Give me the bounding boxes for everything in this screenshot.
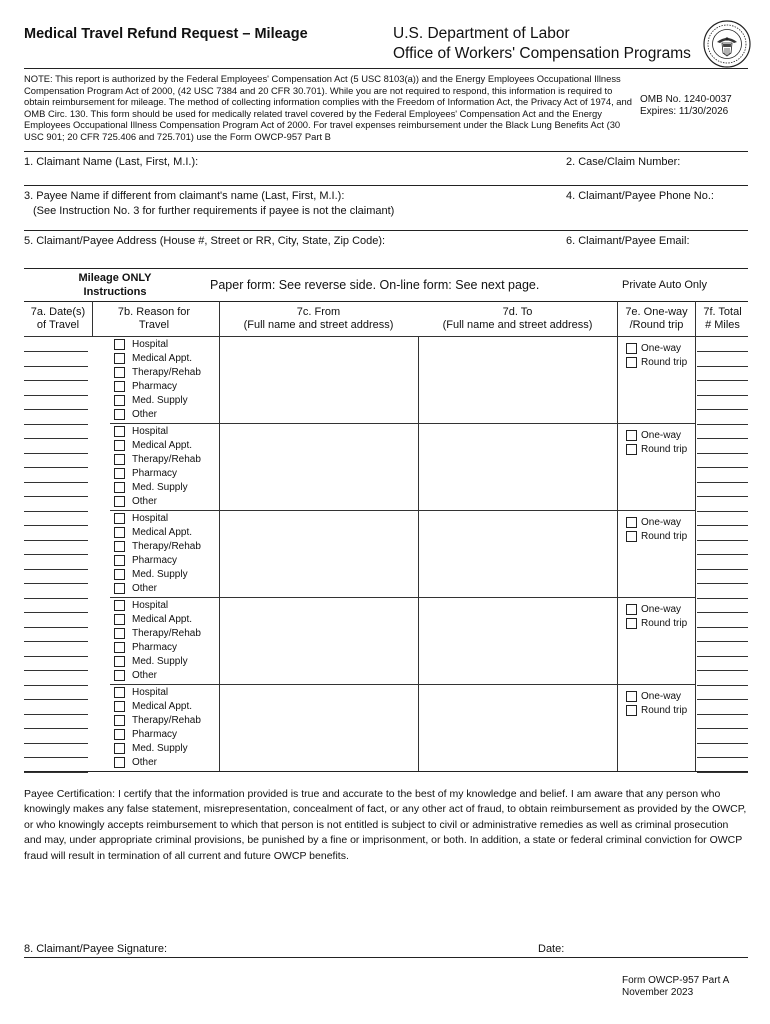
reason-checkbox[interactable]: [114, 395, 125, 406]
to-address-input[interactable]: [419, 337, 616, 422]
column-header-from-line-1: 7c. From: [296, 306, 341, 318]
reason-option[interactable]: [114, 481, 201, 495]
reason-checklist: [114, 425, 201, 508]
reason-label: Other: [132, 582, 158, 594]
travel-date-line[interactable]: [24, 525, 88, 526]
reason-option[interactable]: [114, 568, 201, 582]
reason-checkbox[interactable]: [114, 701, 125, 712]
total-miles-line[interactable]: [697, 453, 748, 454]
reason-label: Therapy/Rehab: [132, 541, 201, 553]
reason-checkbox[interactable]: [114, 729, 125, 740]
total-miles-line[interactable]: [697, 598, 748, 599]
total-miles-line[interactable]: [697, 699, 748, 700]
travel-date-line[interactable]: [24, 743, 88, 744]
reason-label: Med. Supply: [132, 395, 188, 406]
reason-label: Hospital: [132, 513, 169, 525]
reason-option[interactable]: [114, 613, 201, 627]
from-address-input[interactable]: [220, 424, 417, 509]
travel-date-line[interactable]: [24, 583, 88, 584]
reason-option[interactable]: [114, 407, 201, 421]
mileage-instructions-line-2: Instructions: [83, 286, 147, 298]
from-address-input[interactable]: [220, 337, 417, 422]
column-header-date: [24, 306, 92, 332]
reason-checkbox[interactable]: [114, 454, 125, 465]
travel-date-line[interactable]: [24, 656, 88, 657]
reason-label: Med. Supply: [132, 743, 188, 754]
travel-date-line[interactable]: [24, 438, 88, 439]
reason-checkbox[interactable]: [114, 426, 125, 437]
reason-checkbox[interactable]: [114, 555, 125, 566]
address-field[interactable]: 5. Claimant/Payee Address (House #, Street or RR, City, State, Zip Code):: [24, 235, 386, 247]
total-miles-line[interactable]: [697, 685, 748, 686]
reason-checkbox[interactable]: [114, 614, 125, 625]
travel-date-line[interactable]: [24, 757, 88, 758]
signature-line: [24, 957, 748, 958]
reason-checkbox[interactable]: [114, 367, 125, 378]
from-address-input[interactable]: [220, 511, 417, 596]
travel-date-line[interactable]: [24, 670, 88, 671]
reason-label: Pharmacy: [132, 555, 178, 567]
trip-checkbox[interactable]: [626, 517, 637, 528]
reason-checkbox[interactable]: [114, 541, 125, 552]
to-address-input[interactable]: [419, 685, 616, 770]
divider: [24, 771, 748, 772]
grid-line: [617, 301, 618, 771]
trip-option[interactable]: [626, 602, 687, 616]
trip-option[interactable]: [626, 442, 687, 456]
omb-info: [640, 94, 732, 118]
reason-checkbox[interactable]: [114, 482, 125, 493]
reason-label: Other: [132, 669, 158, 681]
signature-field[interactable]: 8. Claimant/Payee Signature:: [24, 943, 168, 955]
total-miles-line[interactable]: [697, 772, 748, 773]
column-header-date-line-1: 7a. Date(s): [30, 306, 86, 318]
reason-checklist: [114, 338, 201, 421]
to-address-input[interactable]: [419, 424, 616, 509]
total-miles-line[interactable]: [697, 583, 748, 584]
reason-checkbox[interactable]: [114, 670, 125, 681]
reason-label: Hospital: [132, 339, 169, 351]
trip-checkbox[interactable]: [626, 618, 637, 629]
column-header-trip: [619, 306, 694, 332]
reason-label: Other: [132, 756, 158, 768]
reason-checkbox[interactable]: [114, 743, 125, 754]
reason-label: Medical Appt.: [132, 701, 193, 713]
trip-checkbox[interactable]: [626, 604, 637, 615]
reason-label: Medical Appt.: [132, 614, 193, 626]
reason-checkbox[interactable]: [114, 468, 125, 479]
agency-line-1: U.S. Department of Labor: [393, 25, 570, 42]
trip-checkbox[interactable]: [626, 444, 637, 455]
agency-line-2: Office of Workers' Compensation Programs: [393, 45, 691, 62]
reason-option[interactable]: [114, 581, 201, 595]
form-footer: [622, 975, 729, 999]
reason-label: Pharmacy: [132, 642, 178, 654]
paper-form-note: Paper form: See reverse side. On-line form: See next page.: [210, 278, 540, 292]
total-miles-line[interactable]: [697, 612, 748, 613]
reason-label: Medical Appt.: [132, 440, 193, 452]
travel-date-line[interactable]: [24, 699, 88, 700]
trip-option[interactable]: [626, 355, 687, 369]
column-header-miles: [697, 306, 748, 332]
divider: [24, 185, 748, 186]
column-header-miles-line-2: # Miles: [705, 319, 740, 331]
travel-date-line[interactable]: [24, 728, 88, 729]
reason-option[interactable]: [114, 655, 201, 669]
reason-option[interactable]: [114, 526, 201, 540]
reason-label: Therapy/Rehab: [132, 454, 201, 466]
trip-checkbox[interactable]: [626, 691, 637, 702]
form-title: Medical Travel Refund Request – Mileage: [24, 26, 308, 42]
trip-label: Round trip: [641, 704, 688, 716]
reason-option[interactable]: [114, 700, 201, 714]
reason-checklist: [114, 512, 201, 595]
reason-option[interactable]: [114, 742, 201, 756]
travel-date-line[interactable]: [24, 482, 88, 483]
total-miles-line[interactable]: [697, 395, 748, 396]
reason-label: Therapy/Rehab: [132, 715, 201, 727]
reason-checkbox[interactable]: [114, 642, 125, 653]
reason-option[interactable]: [114, 686, 201, 700]
case-number-field[interactable]: 2. Case/Claim Number:: [566, 156, 681, 168]
divider: [24, 68, 748, 69]
column-header-from-line-2: (Full name and street address): [243, 319, 394, 331]
total-miles-line[interactable]: [697, 366, 748, 367]
reason-option[interactable]: [114, 755, 201, 769]
total-miles-line[interactable]: [697, 511, 748, 512]
reason-checkbox[interactable]: [114, 569, 125, 580]
total-miles-line[interactable]: [697, 351, 748, 352]
trip-checkbox[interactable]: [626, 705, 637, 716]
travel-date-line[interactable]: [24, 612, 88, 613]
total-miles-line[interactable]: [697, 714, 748, 715]
reason-option[interactable]: [114, 338, 201, 352]
total-miles-line[interactable]: [697, 757, 748, 758]
travel-date-line[interactable]: [24, 714, 88, 715]
trip-option[interactable]: [626, 515, 687, 529]
travel-date-line[interactable]: [24, 641, 88, 642]
trip-label: Round trip: [641, 356, 688, 368]
column-header-date-line-2: of Travel: [36, 319, 80, 331]
total-miles-line[interactable]: [697, 424, 748, 425]
reason-checkbox[interactable]: [114, 353, 125, 364]
trip-label: One-way: [641, 516, 682, 528]
reason-label: Pharmacy: [132, 381, 178, 393]
trip-type-checklist: [626, 689, 687, 717]
total-miles-line[interactable]: [697, 438, 748, 439]
travel-date-line[interactable]: [24, 554, 88, 555]
payee-name-note: (See Instruction No. 3 for further requirements if payee is not the claimant): [33, 205, 395, 217]
reason-label: Therapy/Rehab: [132, 628, 201, 640]
column-header-from: [219, 306, 418, 332]
claimant-name-field[interactable]: 1. Claimant Name (Last, First, M.I.):: [24, 156, 199, 168]
reason-option[interactable]: [114, 599, 201, 613]
form-number: Form OWCP-957 Part A: [622, 975, 730, 986]
omb-number: OMB No. 1240-0037: [640, 94, 732, 105]
column-header-trip-line-1: 7e. One-way: [625, 306, 688, 318]
divider: [24, 230, 748, 231]
total-miles-line[interactable]: [697, 496, 748, 497]
reason-checklist: [114, 686, 201, 769]
column-header-reason-line-1: 7b. Reason for: [117, 306, 191, 318]
trip-option[interactable]: [626, 689, 687, 703]
reason-label: Other: [132, 495, 158, 507]
travel-date-line[interactable]: [24, 453, 88, 454]
total-miles-line[interactable]: [697, 627, 748, 628]
reason-label: Hospital: [132, 426, 169, 438]
reason-label: Pharmacy: [132, 729, 178, 741]
trip-checkbox[interactable]: [626, 531, 637, 542]
reason-checkbox[interactable]: [114, 527, 125, 538]
reason-option[interactable]: [114, 714, 201, 728]
travel-date-line[interactable]: [24, 395, 88, 396]
total-miles-line[interactable]: [697, 728, 748, 729]
column-header-to-line-2: (Full name and street address): [442, 319, 593, 331]
trip-label: Round trip: [641, 443, 688, 455]
travel-date-line[interactable]: [24, 772, 88, 773]
email-field[interactable]: 6. Claimant/Payee Email:: [566, 235, 690, 247]
travel-date-line[interactable]: [24, 627, 88, 628]
form-date: November 2023: [622, 987, 694, 998]
reason-option[interactable]: [114, 627, 201, 641]
to-address-input[interactable]: [419, 598, 616, 683]
private-auto-note: Private Auto Only: [622, 279, 707, 291]
travel-date-line[interactable]: [24, 380, 88, 381]
reason-label: Medical Appt.: [132, 353, 193, 365]
divider: [24, 151, 748, 152]
travel-date-line[interactable]: [24, 598, 88, 599]
reason-checkbox[interactable]: [114, 583, 125, 594]
travel-date-line[interactable]: [24, 685, 88, 686]
trip-option[interactable]: [626, 341, 687, 355]
travel-date-line[interactable]: [24, 409, 88, 410]
phone-field[interactable]: 4. Claimant/Payee Phone No.:: [566, 190, 714, 202]
column-header-to-line-1: 7d. To: [502, 306, 533, 318]
trip-checkbox[interactable]: [626, 343, 637, 354]
reason-checkbox[interactable]: [114, 513, 125, 524]
signature-date-field[interactable]: Date:: [538, 943, 565, 955]
reason-checkbox[interactable]: [114, 381, 125, 392]
reason-option[interactable]: [114, 467, 201, 481]
travel-date-line[interactable]: [24, 424, 88, 425]
to-address-input[interactable]: [419, 511, 616, 596]
total-miles-line[interactable]: [697, 380, 748, 381]
column-header-trip-line-2: /Round trip: [629, 319, 684, 331]
trip-option[interactable]: [626, 529, 687, 543]
reason-option[interactable]: [114, 728, 201, 742]
column-header-reason: [110, 306, 198, 332]
trip-type-checklist: [626, 428, 687, 456]
reason-label: Med. Supply: [132, 656, 188, 667]
privacy-notice: NOTE: This report is authorized by the Federal Employees' Compensation Act (5 USC 8103(a)) and the Energy Employees Occupational Illness Compensation Program Act of 2000, (42 USC 7384 and 20 CFR 30.701). While you are not required to respond, this information is required to obtain reimbursement for mileage. The method of collecting information complies with the Freedom of Information Act, the Privacy Act of 1974, and OMB Circ. 130. This form should be used for medically related travel covered by the Federal Employees' Compensation Act and the Energy Employees Occupational Illness Compensation Program Act of 2000. For travel expenses reimbursement under the Black Lung Benefits Act (30 USC 901; 20 CFR 725.406 and 725.701) use the Form OWCP-957 Part B: [24, 73, 632, 142]
travel-date-line[interactable]: [24, 540, 88, 541]
trip-type-checklist: [626, 515, 687, 543]
total-miles-line[interactable]: [697, 743, 748, 744]
trip-type-checklist: [626, 341, 687, 369]
reason-option[interactable]: [114, 352, 201, 366]
mileage-instructions-line-1: Mileage ONLY: [78, 272, 152, 284]
reason-option[interactable]: [114, 366, 201, 380]
grid-line: [92, 301, 93, 336]
trip-label: Round trip: [641, 617, 688, 629]
reason-option[interactable]: [114, 641, 201, 655]
reason-label: Medical Appt.: [132, 527, 193, 539]
total-miles-line[interactable]: [697, 569, 748, 570]
reason-option[interactable]: [114, 494, 201, 508]
reason-checkbox[interactable]: [114, 715, 125, 726]
reason-label: Hospital: [132, 600, 169, 612]
reason-option[interactable]: [114, 439, 201, 453]
trip-type-checklist: [626, 602, 687, 630]
reason-label: Therapy/Rehab: [132, 367, 201, 379]
column-header-to: [418, 306, 617, 332]
reason-option[interactable]: [114, 394, 201, 408]
agency-name: [393, 24, 691, 64]
trip-option[interactable]: [626, 428, 687, 442]
total-miles-line[interactable]: [697, 554, 748, 555]
reason-option[interactable]: [114, 512, 201, 526]
reason-label: Med. Supply: [132, 569, 188, 580]
reason-checkbox[interactable]: [114, 628, 125, 639]
mileage-instructions-heading: [70, 271, 160, 299]
trip-checkbox[interactable]: [626, 430, 637, 441]
from-address-input[interactable]: [220, 598, 417, 683]
trip-label: One-way: [641, 342, 682, 354]
grid-line: [695, 301, 696, 771]
trip-label: Round trip: [641, 530, 688, 542]
reason-checkbox[interactable]: [114, 687, 125, 698]
total-miles-line[interactable]: [697, 641, 748, 642]
total-miles-line[interactable]: [697, 409, 748, 410]
payee-certification: Payee Certification: I certify that the information provided is true and accurate to the best of my knowledge and belief. I am aware that any person who knowingly makes any false statement, misrepresentation, concealment of fact, or any other act of fraud, to obtain reimbursement as provided by the OWCP, or who knowingly accepts reimbursement to which that person is not entitled is subject to civil or administrative remedies as well as criminal prosecution and may, under appropriate criminal provisions, be punished by a fine or imprisonment, or both. In addition, a state or federal criminal conviction for OWCP fraud will result in termination of all current and future OWCP benefits.: [24, 788, 747, 862]
reason-checkbox[interactable]: [114, 339, 125, 350]
reason-label: Other: [132, 408, 158, 420]
total-miles-line[interactable]: [697, 525, 748, 526]
column-header-reason-line-2: Travel: [138, 319, 170, 331]
reason-checkbox[interactable]: [114, 409, 125, 420]
trip-option[interactable]: [626, 703, 687, 717]
reason-checkbox[interactable]: [114, 600, 125, 611]
from-address-input[interactable]: [220, 685, 417, 770]
reason-option[interactable]: [114, 554, 201, 568]
reason-checkbox[interactable]: [114, 440, 125, 451]
total-miles-line[interactable]: [697, 656, 748, 657]
reason-checkbox[interactable]: [114, 496, 125, 507]
dol-seal-icon: [703, 20, 751, 68]
divider: [24, 268, 748, 269]
travel-date-line[interactable]: [24, 511, 88, 512]
omb-expiration: Expires: 11/30/2026: [640, 106, 729, 117]
reason-checkbox[interactable]: [114, 656, 125, 667]
reason-option[interactable]: [114, 453, 201, 467]
reason-label: Pharmacy: [132, 468, 178, 480]
trip-option[interactable]: [626, 616, 687, 630]
reason-label: Med. Supply: [132, 482, 188, 493]
reason-option[interactable]: [114, 668, 201, 682]
total-miles-line[interactable]: [697, 467, 748, 468]
travel-date-line[interactable]: [24, 467, 88, 468]
trip-label: One-way: [641, 690, 682, 702]
payee-name-field[interactable]: 3. Payee Name if different from claimant's name (Last, First, M.I.):: [24, 190, 345, 202]
reason-checklist: [114, 599, 201, 682]
total-miles-line[interactable]: [697, 540, 748, 541]
trip-checkbox[interactable]: [626, 357, 637, 368]
travel-date-line[interactable]: [24, 496, 88, 497]
reason-option[interactable]: [114, 380, 201, 394]
reason-checkbox[interactable]: [114, 757, 125, 768]
travel-date-line[interactable]: [24, 569, 88, 570]
column-header-miles-line-1: 7f. Total: [703, 306, 742, 318]
reason-label: Hospital: [132, 687, 169, 699]
travel-date-line[interactable]: [24, 351, 88, 352]
travel-date-line[interactable]: [24, 366, 88, 367]
trip-label: One-way: [641, 429, 682, 441]
total-miles-line[interactable]: [697, 670, 748, 671]
total-miles-line[interactable]: [697, 482, 748, 483]
reason-option[interactable]: [114, 540, 201, 554]
divider: [24, 301, 748, 302]
reason-option[interactable]: [114, 425, 201, 439]
trip-label: One-way: [641, 603, 682, 615]
